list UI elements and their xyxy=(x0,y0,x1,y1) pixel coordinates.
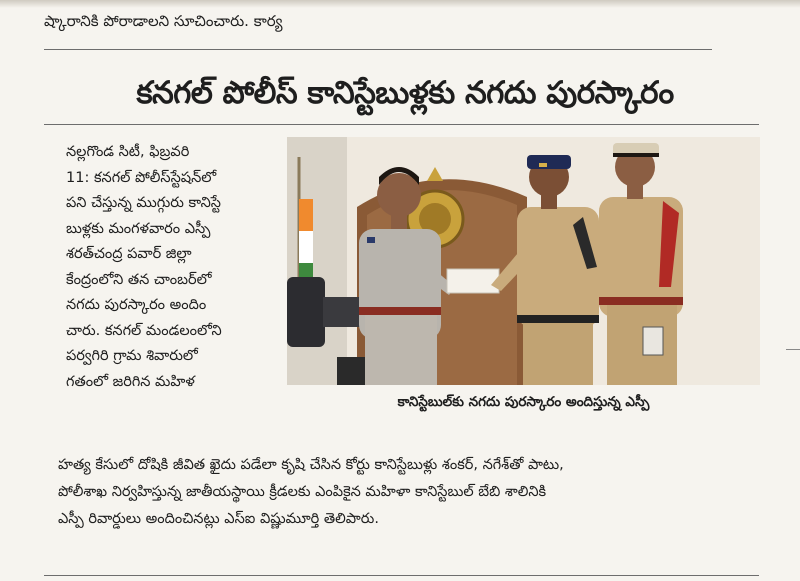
body-line: శరత్‌చంద్ర పవార్ జిల్లా xyxy=(66,246,192,262)
divider-bottom xyxy=(44,575,759,576)
body-line: ఎస్పీ రివార్డులు అందించినట్లు ఎస్ఐ విష్ణుమూర్తి తెలిపారు. xyxy=(58,511,379,527)
body-line: బుళ్లకు మంగళవారం ఎస్పీ xyxy=(66,220,211,237)
photo-illustration xyxy=(287,137,760,385)
body-line: హత్య కేసులో దోషికి జీవిత ఖైదు పడేలా కృషి చేసిన కోర్టు కానిస్టేబుళ్లు శంకర్, నగేశ్‌తో పాటు, xyxy=(58,457,564,473)
body-line: గతంలో జరిగిన మహిళ xyxy=(66,373,195,390)
news-photo xyxy=(287,137,760,385)
body-line: పర్వగిరి గ్రామ శివారులో xyxy=(66,348,198,364)
body-line: కేంద్రంలోని తన చాంబర్‌లో xyxy=(66,271,212,288)
body-line: 11: కనగల్ పోలీస్‌స్టేషన్‌లో xyxy=(66,169,217,186)
page-top-edge xyxy=(0,0,800,8)
photo-caption: కానిస్టేబుల్‌కు నగదు పురస్కారం అందిస్తున్న ఎస్పీ xyxy=(397,394,650,410)
divider-top xyxy=(44,49,712,50)
body-line: నగదు పురస్కారం అందిం xyxy=(66,297,207,313)
body-line: పని చేస్తున్న ముగ్గురు కానిస్టే xyxy=(66,195,221,211)
body-line: పోలీశాఖ నిర్వహిస్తున్న జాతీయస్థాయి క్రీడలకు ఎంపికైన మహిళా కానిస్టేబుల్ బేబి శాలినికి xyxy=(58,484,547,500)
previous-article-fragment: ష్కారానికి పోరాడాలని సూచించారు. కార్య xyxy=(44,12,283,30)
divider-headline xyxy=(44,124,759,125)
headline: కనగల్ పోలీస్ కానిస్టేబుళ్లకు నగదు పురస్కారం xyxy=(136,75,674,111)
margin-mark xyxy=(786,349,800,350)
body-line: నల్లగొండ సిటీ, ఫిబ్రవరి xyxy=(66,144,190,160)
body-line: చారు. కనగల్ మండలంలోని xyxy=(66,322,222,339)
body-column xyxy=(58,140,278,395)
body-full-width xyxy=(58,452,758,533)
